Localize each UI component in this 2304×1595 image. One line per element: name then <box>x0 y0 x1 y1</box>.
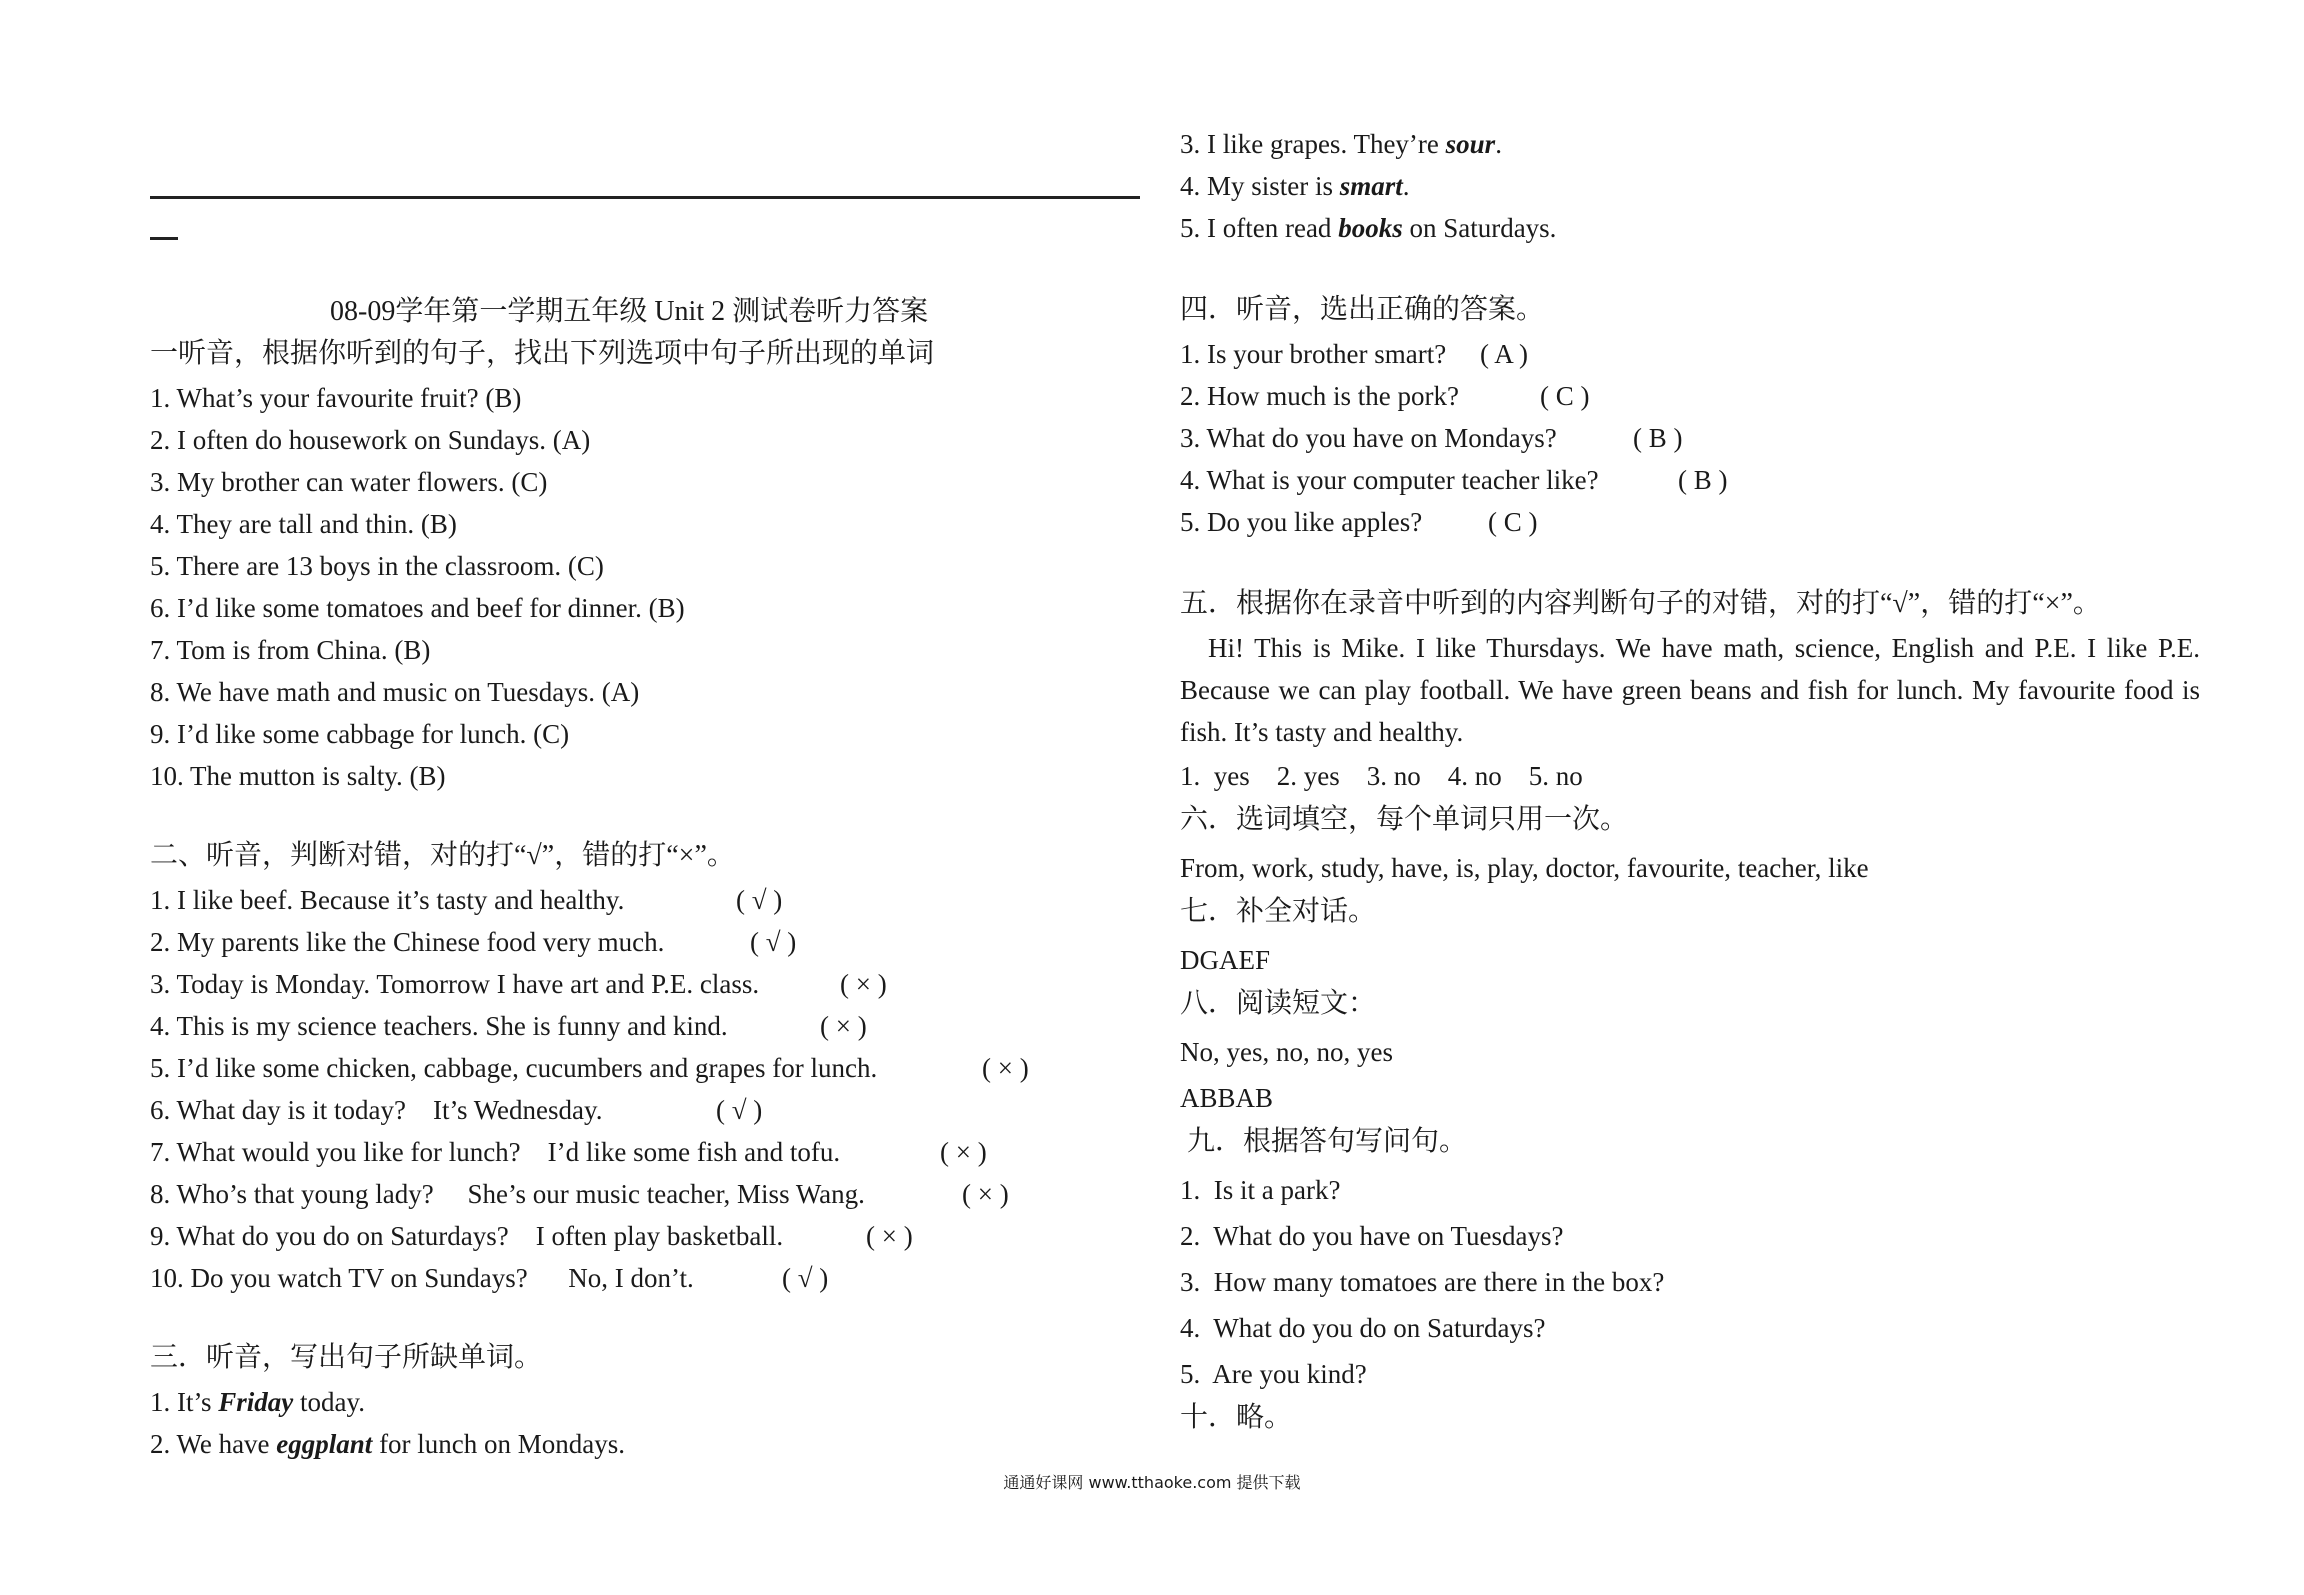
listening-passage: Hi! This is Mike. I like Thursdays. We have math, science, English and P.E. I like P.E. Because we can play football. We have green beans and fish for lunch. My favourite food is fish. It’s tasty and healthy. <box>1180 633 2200 747</box>
answer-mark: ( × ) <box>962 1179 1009 1209</box>
list-item: 8. We have math and music on Tuesdays. (A) <box>150 677 640 707</box>
list-item: 4. They are tall and thin. (B) <box>150 509 457 539</box>
answer-mark: ( √ ) <box>736 885 783 915</box>
answer-mark: ( × ) <box>820 1011 867 1041</box>
list-item: 8. Who’s that young lady? She’s our music teacher, Miss Wang. <box>150 1179 865 1209</box>
list-item: 7. What would you like for lunch? I’d like some fish and tofu. <box>150 1137 841 1167</box>
short-rule <box>150 237 178 240</box>
answer-mark: ( × ) <box>940 1137 987 1167</box>
answer-mark: ( × ) <box>982 1053 1029 1083</box>
list-item: 3. My brother can water flowers. (C) <box>150 467 548 497</box>
answer-mark: ( √ ) <box>750 927 797 957</box>
fill-item: 5. I often read books on Saturdays. <box>1180 213 1557 243</box>
section-6-answers: From, work, study, have, is, play, doctor, favourite, teacher, like <box>1180 853 1869 883</box>
section-10-heading: 十．略。 <box>1180 1402 1293 1433</box>
answer-mark: ( A ) <box>1480 339 1529 369</box>
footer-credit: 通通好课网 www.tthaoke.com 提供下载 <box>1003 1473 1301 1492</box>
section-2-heading: 二、听音，判断对错，对的打“√”，错的打“×”。 <box>150 840 735 871</box>
answer-mark: ( B ) <box>1678 465 1728 495</box>
list-item: 3. How many tomatoes are there in the box? <box>1180 1267 1665 1297</box>
fill-item: 4. My sister is smart. <box>1180 171 1410 201</box>
section-4-heading: 四．听音，选出正确的答案。 <box>1180 294 1545 325</box>
list-item: 2. My parents like the Chinese food very much. <box>150 927 665 957</box>
fill-item: 3. I like grapes. They’re sour. <box>1180 129 1502 159</box>
answer-mark: ( C ) <box>1540 381 1590 411</box>
list-item: 1. What’s your favourite fruit? (B) <box>150 383 522 413</box>
section-6-heading: 六．选词填空，每个单词只用一次。 <box>1180 804 1629 835</box>
answer-mark: ( C ) <box>1488 507 1538 537</box>
fill-item: 2. We have eggplant for lunch on Mondays. <box>150 1429 626 1459</box>
document-title: 08-09学年第一学期五年级 Unit 2 测试卷听力答案 <box>330 296 929 327</box>
list-item: 6. What day is it today? It’s Wednesday. <box>150 1095 603 1125</box>
list-item: 10. Do you watch TV on Sundays? No, I don’t. <box>150 1263 694 1293</box>
section-8-answers: No, yes, no, no, yes <box>1180 1037 1393 1067</box>
answer-mark: ( √ ) <box>782 1263 829 1293</box>
list-item: 9. I’d like some cabbage for lunch. (C) <box>150 719 570 749</box>
list-item: 4. What is your computer teacher like? <box>1180 465 1599 495</box>
answer-mark: ( √ ) <box>716 1095 763 1125</box>
list-item: 1. Is it a park? <box>1180 1175 1341 1205</box>
list-item: 5. I’d like some chicken, cabbage, cucumbers and grapes for lunch. <box>150 1053 878 1083</box>
list-item: 2. What do you have on Tuesdays? <box>1180 1221 1564 1251</box>
section-7-answers: DGAEF <box>1180 945 1271 975</box>
section-8-heading: 八．阅读短文： <box>1180 988 1377 1019</box>
list-item: 3. Today is Monday. Tomorrow I have art and P.E. class. <box>150 969 760 999</box>
list-item: 2. How much is the pork? <box>1180 381 1459 411</box>
fill-item: 1. It’s Friday today. <box>150 1387 366 1417</box>
section-8-answers: ABBAB <box>1180 1083 1274 1113</box>
list-item: 6. I’d like some tomatoes and beef for dinner. (B) <box>150 593 685 623</box>
list-item: 2. I often do housework on Sundays. (A) <box>150 425 591 455</box>
list-item: 3. What do you have on Mondays? <box>1180 423 1557 453</box>
list-item: 1. Is your brother smart? <box>1180 339 1447 369</box>
answer-mark: ( × ) <box>840 969 887 999</box>
section-5-answers: 1. yes 2. yes 3. no 4. no 5. no <box>1180 761 1583 791</box>
section-1-heading: 一听音，根据你听到的句子，找出下列选项中句子所出现的单词 <box>150 338 935 369</box>
answer-mark: ( × ) <box>866 1221 913 1251</box>
list-item: 7. Tom is from China. (B) <box>150 635 431 665</box>
list-item: 1. I like beef. Because it’s tasty and healthy. <box>150 885 625 915</box>
list-item: 5. Do you like apples? <box>1180 507 1423 537</box>
section-3-heading: 三．听音，写出句子所缺单词。 <box>150 1342 543 1373</box>
list-item: 4. What do you do on Saturdays? <box>1180 1313 1546 1343</box>
list-item: 4. This is my science teachers. She is funny and kind. <box>150 1011 728 1041</box>
section-9-heading: 九．根据答句写问句。 <box>1180 1126 1468 1157</box>
list-item: 9. What do you do on Saturdays? I often play basketball. <box>150 1221 784 1251</box>
list-item: 10. The mutton is salty. (B) <box>150 761 446 791</box>
answer-mark: ( B ) <box>1633 423 1683 453</box>
list-item: 5. Are you kind? <box>1180 1359 1367 1389</box>
section-5-heading: 五．根据你在录音中听到的内容判断句子的对错，对的打“√”，错的打“×”。 <box>1180 588 2101 619</box>
horizontal-rule <box>150 196 1140 199</box>
list-item: 5. There are 13 boys in the classroom. (C) <box>150 551 604 581</box>
section-7-heading: 七．补全对话。 <box>1180 896 1377 927</box>
